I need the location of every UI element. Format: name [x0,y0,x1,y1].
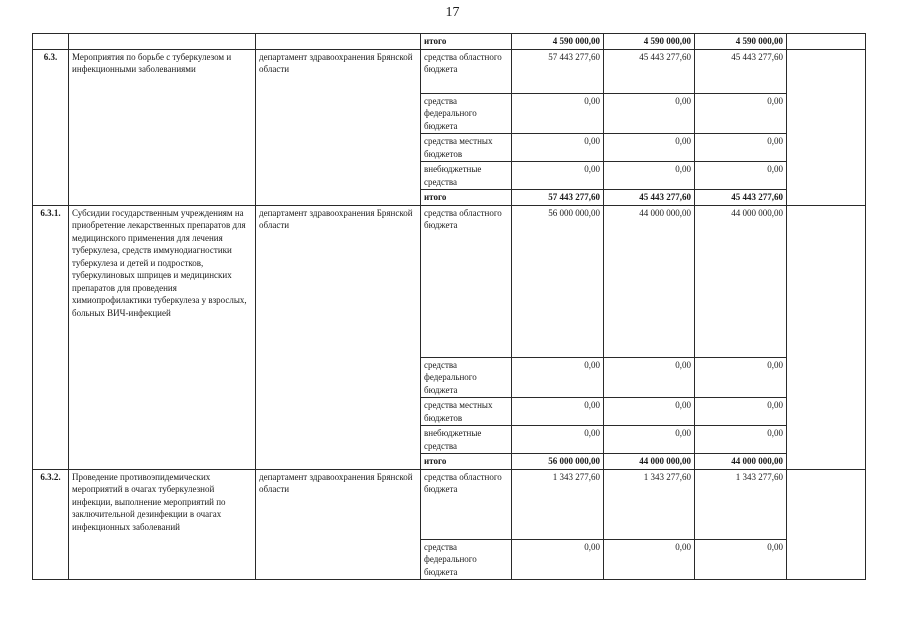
value-year-3: 4 590 000,00 [695,34,787,50]
value-year-3: 0,00 [695,398,787,426]
value-year-1: 0,00 [512,162,604,190]
value-year-2: 0,00 [604,426,695,454]
value-year-3: 45 443 277,60 [695,190,787,206]
value-year-2: 0,00 [604,162,695,190]
value-year-2: 0,00 [604,539,695,580]
value-year-3: 0,00 [695,162,787,190]
value-year-1: 0,00 [512,93,604,134]
value-year-3: 0,00 [695,357,787,398]
source-label: средства федерального бюджета [421,539,512,580]
value-year-1: 4 590 000,00 [512,34,604,50]
value-year-2: 0,00 [604,398,695,426]
value-year-3: 44 000 000,00 [695,454,787,470]
source-label: средства местных бюджетов [421,134,512,162]
source-label: внебюджетные средства [421,162,512,190]
name-cell [69,34,256,50]
value-year-2: 45 443 277,60 [604,49,695,93]
value-year-3: 0,00 [695,539,787,580]
value-year-1: 0,00 [512,357,604,398]
value-year-3: 45 443 277,60 [695,49,787,93]
value-year-1: 0,00 [512,134,604,162]
budget-table [32,33,866,580]
value-year-2: 0,00 [604,134,695,162]
section-executor: департамент здравоохранения Брянской области [256,205,421,469]
value-year-3: 0,00 [695,93,787,134]
value-year-2: 0,00 [604,357,695,398]
table-row [33,205,866,357]
table-row [33,49,866,93]
value-year-3: 1 343 277,60 [695,469,787,539]
value-year-1: 0,00 [512,539,604,580]
section-code: 6.3.2. [33,469,69,580]
source-label: средства федерального бюджета [421,357,512,398]
source-label: итого [421,34,512,50]
source-label: средства областного бюджета [421,205,512,357]
note-cell [787,205,866,469]
value-year-2: 44 000 000,00 [604,205,695,357]
section-name: Проведение противоэпидемических мероприятий в очагах туберкулезной инфекции, выполнение мероприятий по заключительной дезинфекции в очагах инфекционных заболеваний [69,469,256,580]
note-cell [787,49,866,205]
value-year-1: 57 443 277,60 [512,49,604,93]
source-label: итого [421,454,512,470]
value-year-2: 0,00 [604,93,695,134]
value-year-2: 1 343 277,60 [604,469,695,539]
section-executor: департамент здравоохранения Брянской области [256,469,421,580]
value-year-2: 45 443 277,60 [604,190,695,206]
source-label: итого [421,190,512,206]
section-name: Субсидии государственным учреждениям на приобретение лекарственных препаратов для медицинского применения для лечения туберкулеза, средств иммунодиагностики туберкулеза и детей и подростков, туберкулиновых шприцев и медицинских препаратов для проведения химиопрофилактики туберкулеза у взрослых, больных ВИЧ-инфекцией [69,205,256,469]
source-label: средства местных бюджетов [421,398,512,426]
value-year-1: 0,00 [512,426,604,454]
value-year-1: 56 000 000,00 [512,205,604,357]
value-year-1: 57 443 277,60 [512,190,604,206]
value-year-1: 1 343 277,60 [512,469,604,539]
value-year-3: 44 000 000,00 [695,205,787,357]
source-label: средства областного бюджета [421,469,512,539]
note-cell [787,34,866,50]
source-label: внебюджетные средства [421,426,512,454]
value-year-1: 0,00 [512,398,604,426]
value-year-3: 0,00 [695,134,787,162]
value-year-3: 0,00 [695,426,787,454]
source-label: средства федерального бюджета [421,93,512,134]
source-label: средства областного бюджета [421,49,512,93]
section-code: 6.3.1. [33,205,69,469]
executor-cell [256,34,421,50]
table-row [33,469,866,539]
value-year-1: 56 000 000,00 [512,454,604,470]
note-cell [787,469,866,580]
table-row [33,34,866,50]
page-number: 17 [445,5,460,20]
section-executor: департамент здравоохранения Брянской области [256,49,421,205]
code-cell [33,34,69,50]
value-year-2: 44 000 000,00 [604,454,695,470]
section-name: Мероприятия по борьбе с туберкулезом и инфекционными заболеваниями [69,49,256,205]
value-year-2: 4 590 000,00 [604,34,695,50]
section-code: 6.3. [33,49,69,205]
